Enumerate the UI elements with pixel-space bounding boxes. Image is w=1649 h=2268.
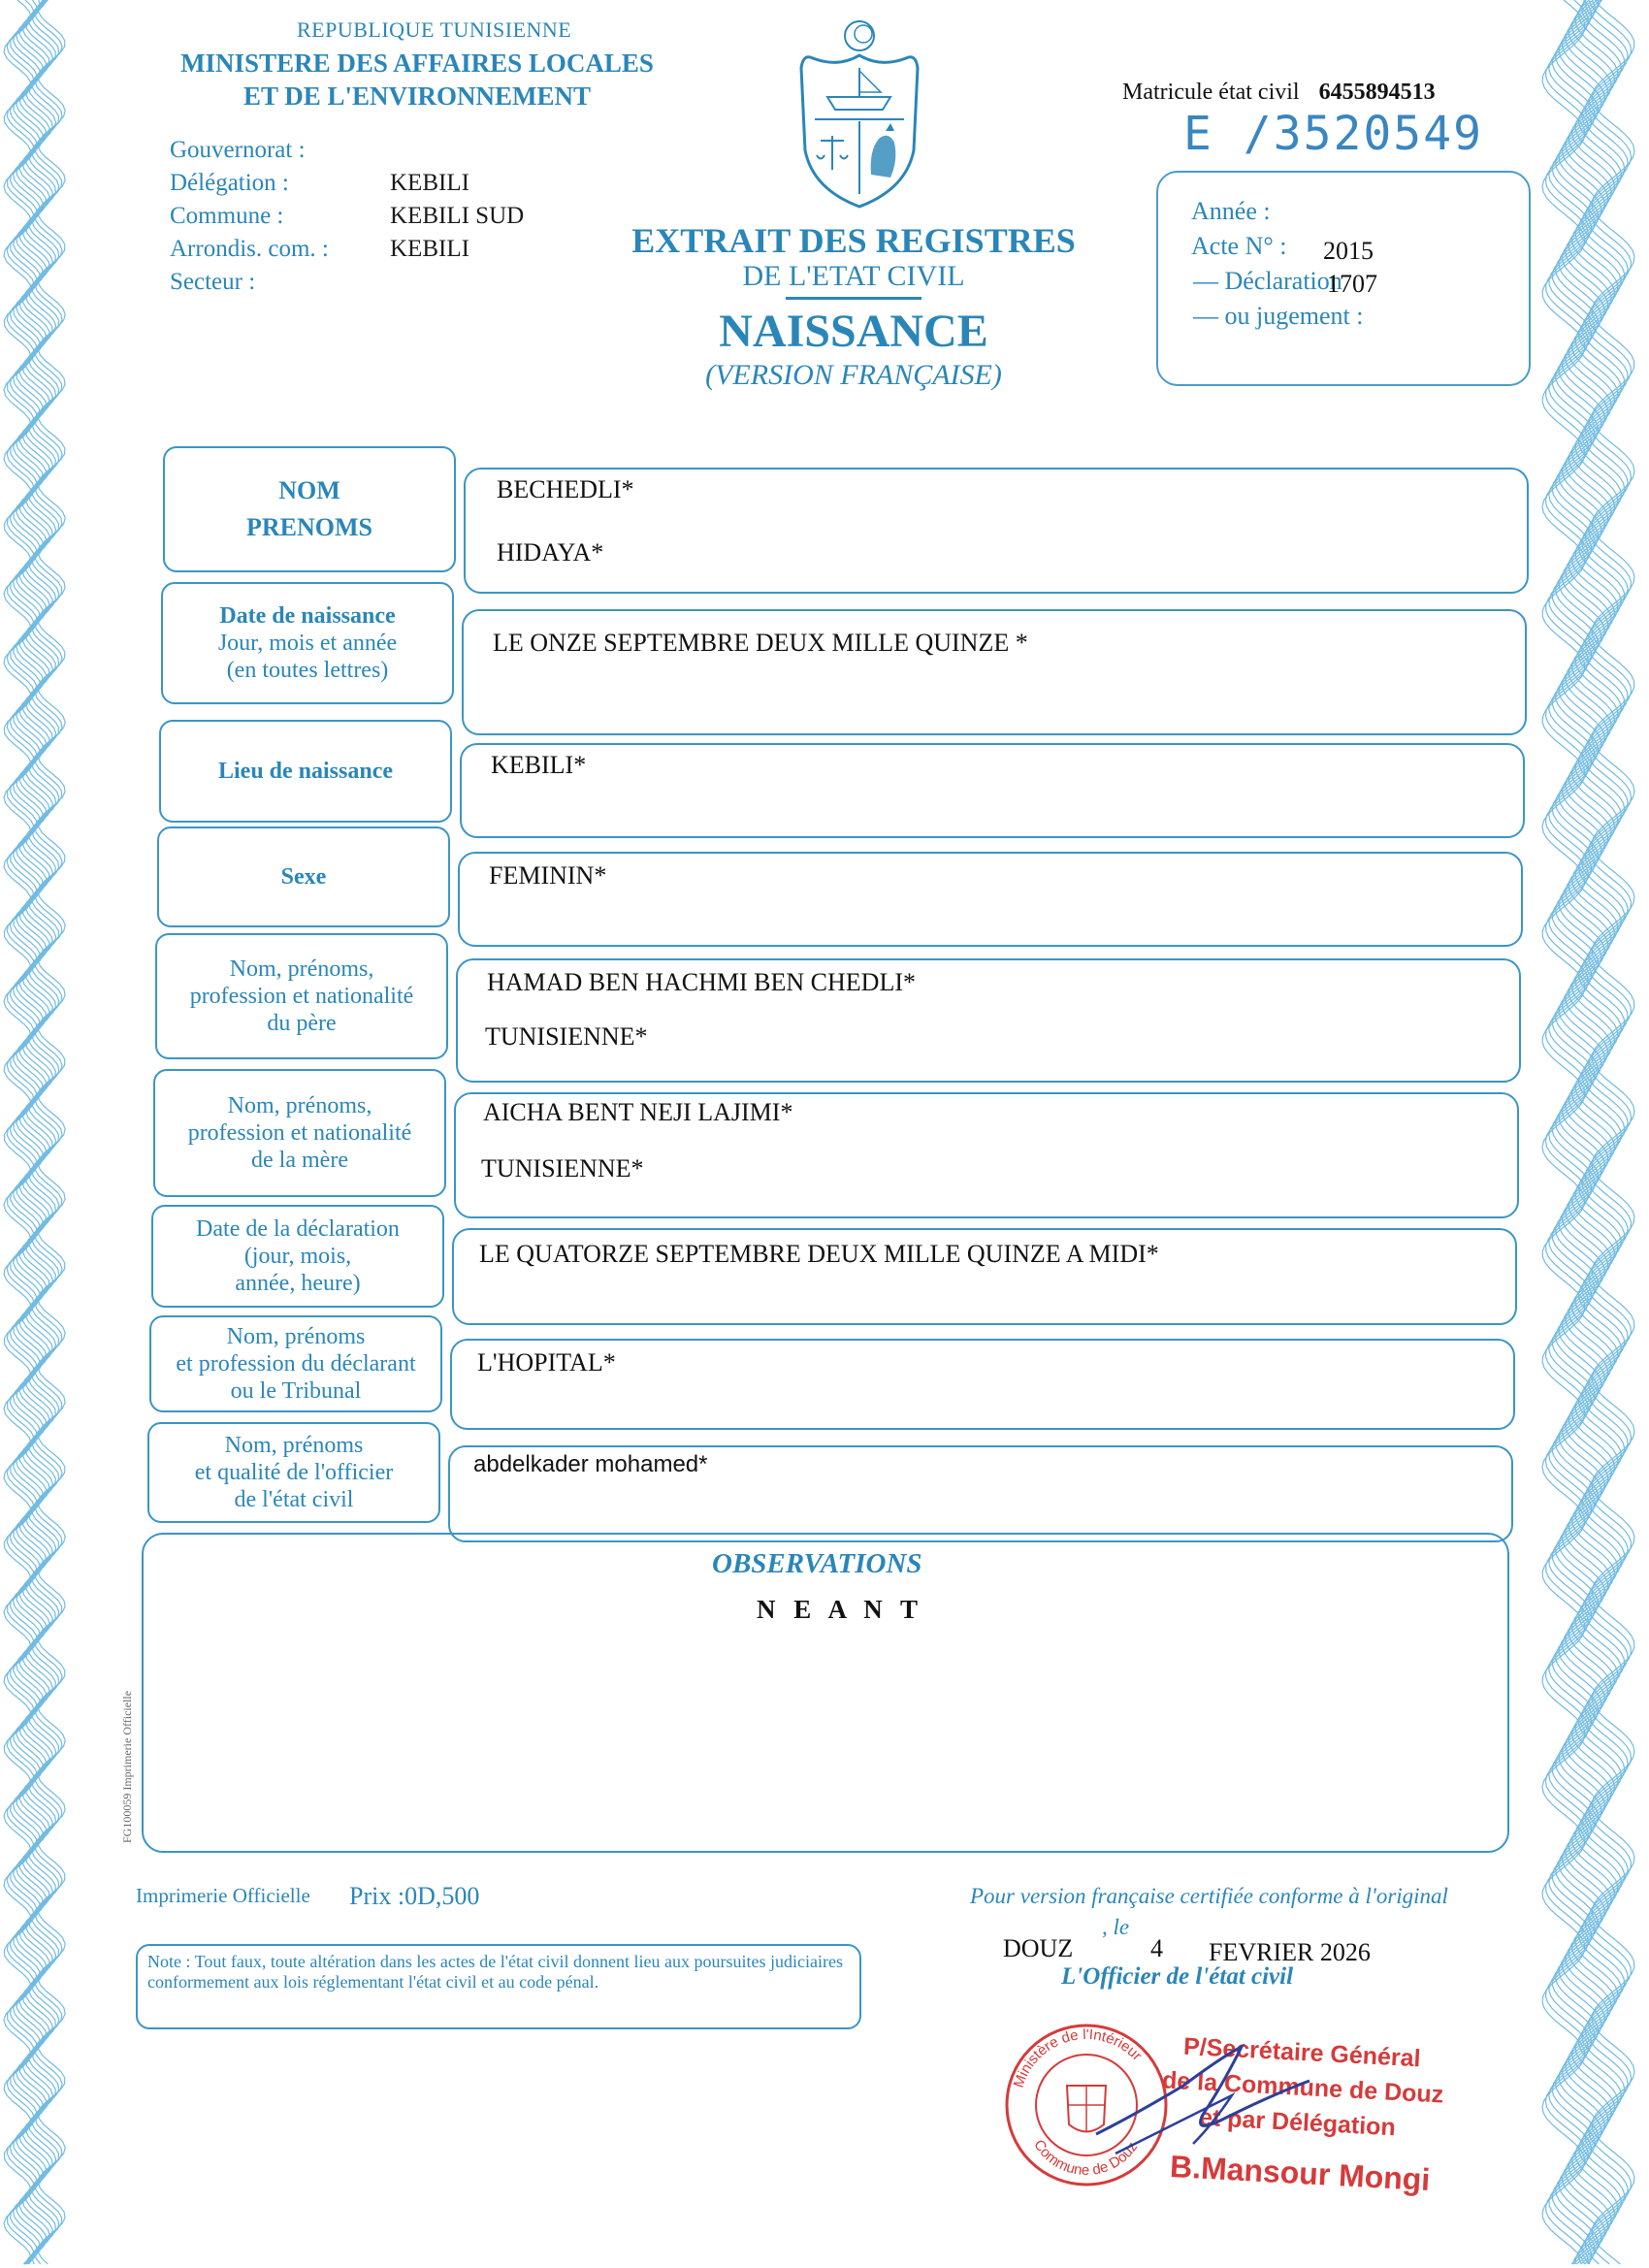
serial-prefix: E / [1183,107,1274,161]
guilloche-line [1592,0,1634,2264]
gouvernorat-label: Gouvernorat : [170,137,306,163]
value-date-naissance: LE ONZE SEPTEMBRE DEUX MILLE QUINZE * [493,629,1028,657]
value-mere-nationalite: TUNISIENNE* [481,1154,644,1183]
label-line: Nom, prénoms [224,1433,364,1458]
title-divider [786,297,922,300]
version-label: (VERSION FRANÇAISE) [705,359,1002,391]
stamp-line-1: P/Secrétaire Général [1182,2032,1422,2073]
label-line: PRENOMS [246,513,372,541]
declaration-label: — Déclaration [1193,267,1342,295]
label-line: Nom, prénoms [226,1324,366,1349]
label-sexe [157,826,450,927]
delegation-value: KEBILI [390,170,469,196]
label-line: Jour, mois et année [217,631,398,656]
title-line-1: EXTRAIT DES REGISTRES [631,221,1076,260]
matricule-label: Matricule état civil [1122,80,1300,105]
naissance-title: NAISSANCE [719,306,988,357]
label-line: Lieu de naissance [217,759,394,784]
label-officier [147,1422,440,1523]
value-box-sexe [458,852,1523,947]
value-sexe: FEMININ* [489,861,607,890]
arrondis-label: Arrondis. com. : [170,236,329,262]
place: DOUZ [1003,1934,1074,1962]
label-mere [153,1069,446,1197]
value-mere-nom: AICHA BENT NEJI LAJIMI* [483,1098,793,1126]
prix-label: Prix : [349,1882,405,1910]
ministry-name [165,47,669,113]
right-guilloche-border [1525,0,1649,2268]
matricule-line [1122,80,1436,106]
month-year: FEVRIER 2026 [1209,1938,1371,1966]
label-lieu-naissance [159,720,452,823]
stamp-line-2: de la Commune de Douz [1161,2066,1444,2109]
value-lieu-naissance: KEBILI* [491,751,587,779]
label-line: de la mère [251,1148,348,1173]
label-line: et qualité de l'officier [194,1460,394,1485]
value-pere-nationalite: TUNISIENNE* [485,1022,648,1051]
serial-digits: 3520549 [1273,107,1483,161]
prix-line [349,1882,479,1911]
label-line: Nom, prénoms, [227,1093,372,1118]
commune-value: KEBILI SUD [390,203,525,229]
legal-note: Note : Tout faux, toute altération dans les actes de l'état civil donnent lieu aux poursuites judiciaires conformement aux lois réglementant l'état civil et au code pénal. [136,1944,861,2029]
commune-label: Commune : [170,203,284,229]
label-line: (en toutes lettres) [226,658,389,683]
label-pere [155,933,448,1059]
label-line: du père [267,1011,337,1036]
label-date-naissance [161,582,454,704]
label-line: année, heure) [235,1271,361,1296]
certification-line: Pour version française certifiée conforme à l'original [970,1884,1448,1908]
document-title [582,221,1125,393]
label-date-declaration [151,1205,444,1308]
value-pere-nom: HAMAD BEN HACHMI BEN CHEDLI* [487,968,916,996]
admin-labels [170,134,329,299]
label-line: Date de naissance [219,603,396,629]
value-declarant: L'HOPITAL* [477,1348,616,1377]
acte-number-label: Acte N° : [1191,232,1287,260]
arrondis-value: KEBILI [390,236,469,262]
stamp-ring-top: Ministère de l'Intérieur [1010,2025,1146,2090]
value-prenoms: HIDAYA* [497,538,604,567]
officer-signature [1077,2027,1329,2173]
label-line: Date de la déclaration [196,1216,400,1242]
secteur-value [390,266,524,299]
label-line: de l'état civil [234,1487,354,1512]
observations-title: OBSERVATIONS [712,1548,922,1579]
stamp-ring-bottom: Commune de Douz [1030,2136,1142,2180]
acte-number-value: 1707 [1327,270,1377,298]
value-officier: abdelkader mohamed* [473,1451,708,1477]
label-line: et profession du déclarant [176,1351,416,1377]
label-line: Sexe [280,864,327,890]
stamp-line-4: B.Mansour Mongi [1169,2149,1432,2197]
side-print-code: FG100059 Imprimerie Officielle [120,1690,134,1843]
label-line: (jour, mois, [243,1244,352,1269]
title-line-2: DE L'ETAT CIVIL [742,260,965,292]
label-line: NOM [278,476,340,504]
label-line: profession et nationalité [189,984,414,1009]
label-nom-prenoms [163,446,456,572]
serial-number [1183,107,1483,161]
label-line: Nom, prénoms, [229,956,374,982]
admin-values [390,134,524,299]
label-line: profession et nationalité [187,1120,412,1146]
secteur-label: Secteur : [170,269,256,295]
annee-label: Année : [1191,197,1271,225]
imprimerie-label: Imprimerie Officielle [136,1884,310,1907]
observations-box [142,1533,1509,1853]
tunisia-coat-of-arms [793,15,924,209]
ministry-line-1: MINISTERE DES AFFAIRES LOCALES [180,49,654,78]
value-nom: BECHEDLI* [497,475,634,503]
delegation-label: Délégation : [170,170,289,196]
officer-title: L'Officier de l'état civil [1061,1963,1294,1990]
prix-value: 0D,500 [404,1882,480,1910]
observations-value: N E A N T [757,1595,924,1624]
label-declarant [149,1315,442,1412]
day: 4 [1150,1934,1163,1962]
label-line: ou le Tribunal [230,1378,362,1404]
le-label: , le [1102,1915,1130,1939]
annee-value: 2015 [1323,237,1374,265]
jugement-label: — ou jugement : [1193,302,1364,330]
value-box-lieu-naissance [460,743,1525,838]
gouvernorat-value [390,134,524,167]
stamp-line-3: et par Délégation [1198,2103,1397,2142]
republic-label: REPUBLIQUE TUNISIENNE [297,17,572,42]
left-guilloche-border [0,0,87,2268]
value-date-declaration: LE QUATORZE SEPTEMBRE DEUX MILLE QUINZE A MIDI* [479,1240,1159,1268]
matricule-value: 6455894513 [1318,80,1436,105]
ministry-line-2: ET DE L'ENVIRONNEMENT [242,81,592,111]
